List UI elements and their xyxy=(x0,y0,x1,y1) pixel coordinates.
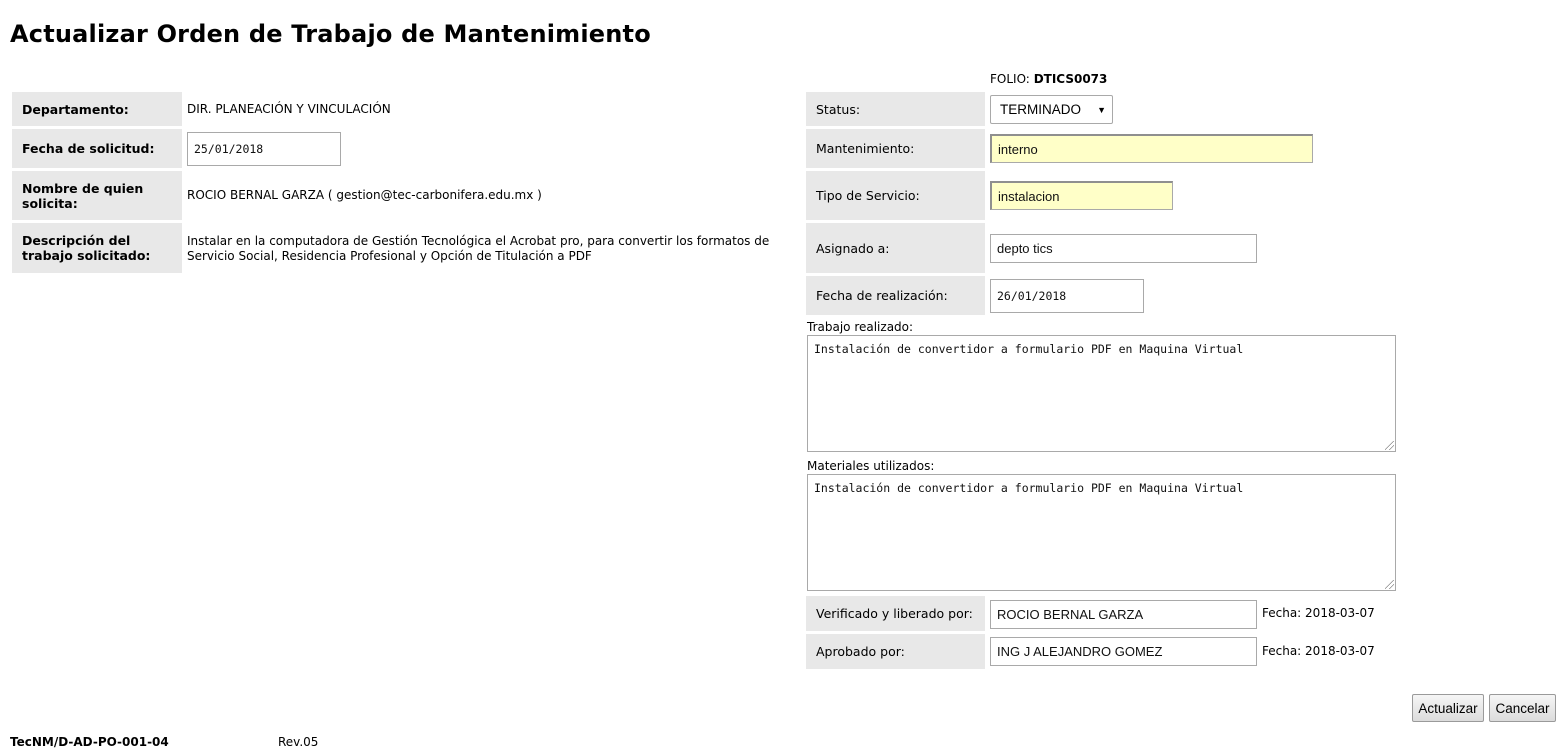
trabajo-realizado-textarea[interactable] xyxy=(807,335,1396,452)
aprobado-input[interactable]: ING J ALEJANDRO GOMEZ xyxy=(990,637,1257,666)
descripcion-value: Instalar en la computadora de Gestión Tecnológica el Acrobat pro, para convertir los formatos de Servicio Social, Residencia Profesional y Opción de Titulación a PDF xyxy=(187,234,770,263)
materiales-text: Instalación de convertidor a formulario PDF en Maquina Virtual xyxy=(814,481,1244,495)
trabajo-realizado-label: Trabajo realizado: xyxy=(807,320,914,334)
page-title: Actualizar Orden de Trabajo de Mantenimiento xyxy=(10,20,651,48)
resize-grip-icon[interactable] xyxy=(1385,580,1394,589)
tipo-servicio-label: Tipo de Servicio: xyxy=(806,171,985,220)
fecha-solicitud-input[interactable]: 25/01/2018 xyxy=(187,132,341,166)
fecha-realizacion-label: Fecha de realización: xyxy=(806,276,985,315)
aprobado-fecha: Fecha: 2018-03-07 xyxy=(1262,644,1375,658)
folio-value: DTICS0073 xyxy=(1033,72,1108,86)
mantenimiento-label: Mantenimiento: xyxy=(806,129,985,168)
mantenimiento-input[interactable]: interno xyxy=(990,134,1313,163)
footer-code: TecNM/D-AD-PO-001-04 xyxy=(10,735,169,749)
verificado-fecha: Fecha: 2018-03-07 xyxy=(1262,606,1375,620)
fecha-realizacion-input[interactable]: 26/01/2018 xyxy=(990,279,1144,313)
fecha-solicitud-label: Fecha de solicitud: xyxy=(12,129,182,168)
departamento-label: Departamento: xyxy=(12,92,182,126)
triangle-down-icon: ▼ xyxy=(1097,104,1106,115)
aprobado-label: Aprobado por: xyxy=(806,634,985,669)
solicitante-label: Nombre de quien solicita: xyxy=(12,171,182,220)
actualizar-button[interactable]: Actualizar xyxy=(1412,694,1484,722)
resize-grip-icon[interactable] xyxy=(1385,441,1394,450)
tipo-servicio-input[interactable]: instalacion xyxy=(990,181,1173,210)
status-label: Status: xyxy=(806,92,985,126)
folio xyxy=(990,72,1107,87)
verificado-input[interactable]: ROCIO BERNAL GARZA xyxy=(990,600,1257,629)
cancelar-button[interactable]: Cancelar xyxy=(1489,694,1556,722)
status-value: TERMINADO xyxy=(1000,102,1081,117)
asignado-input[interactable]: depto tics xyxy=(990,234,1257,263)
materiales-label: Materiales utilizados: xyxy=(807,459,935,473)
solicitante-value: ROCIO BERNAL GARZA ( gestion@tec-carbonifera.edu.mx ) xyxy=(187,188,542,202)
folio-label: FOLIO: xyxy=(990,72,1030,86)
departamento-value: DIR. PLANEACIÓN Y VINCULACIÓN xyxy=(187,102,391,116)
footer-rev: Rev.05 xyxy=(278,735,319,749)
verificado-label: Verificado y liberado por: xyxy=(806,596,985,631)
trabajo-realizado-text: Instalación de convertidor a formulario PDF en Maquina Virtual xyxy=(814,342,1244,356)
status-select[interactable] xyxy=(990,95,1113,124)
materiales-textarea[interactable] xyxy=(807,474,1396,591)
asignado-label: Asignado a: xyxy=(806,223,985,273)
descripcion-label: Descripción del trabajo solicitado: xyxy=(12,223,182,273)
